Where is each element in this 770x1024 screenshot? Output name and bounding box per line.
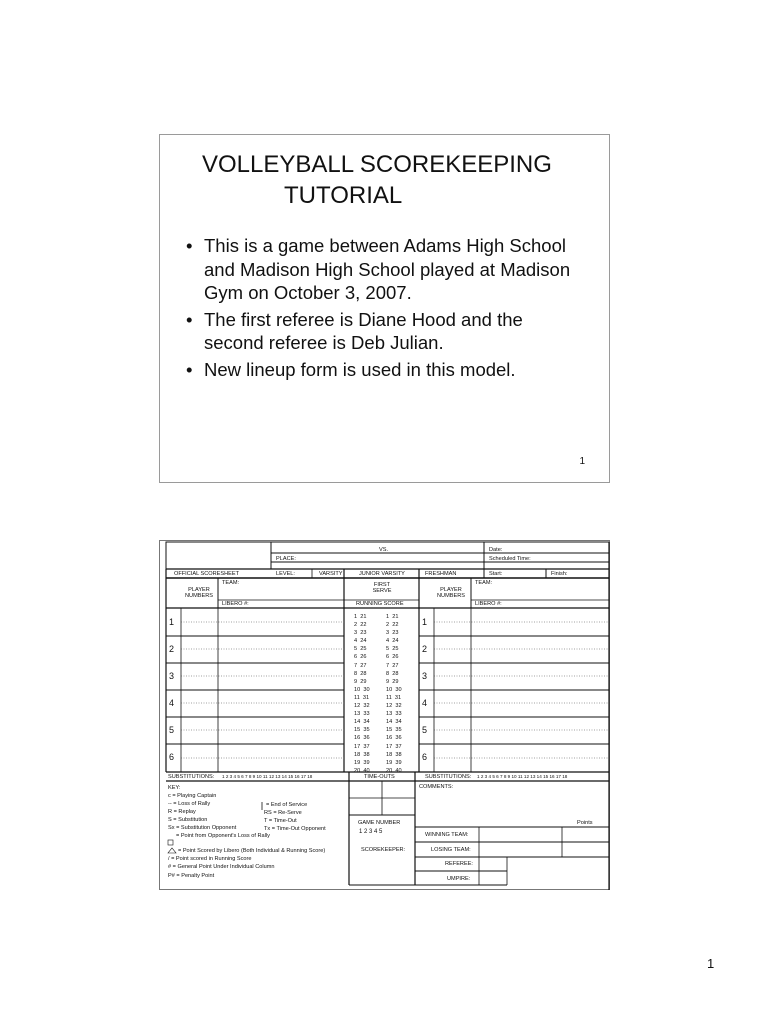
row-number-right: 6 [422,752,428,762]
scoresheet-slide [159,540,610,890]
junior-varsity-label: JUNIOR VARSITY [359,571,405,577]
page-number: 1 [707,956,715,971]
key-item: = Point Scored by Libero (Both Individual & Running Score) [178,848,326,854]
key-item: T = Time-Out [264,818,297,824]
key-item: = Point from Opponent's Loss of Rally [176,833,270,839]
comments-label: COMMENTS: [419,784,454,790]
player-numbers-right: PLAYER NUMBERS [437,587,465,600]
row-number-left: 3 [169,671,175,681]
row-number-right: 3 [422,671,428,681]
time-outs-label: TIME-OUTS [364,774,395,780]
key-item: Tx = Time-Out Opponent [264,826,326,832]
substitutions-right-label: SUBSTITUTIONS: [425,774,472,780]
slide-number: 1 [579,456,585,467]
losing-team-label: LOSING TEAM: [431,847,471,853]
key-item: RS = Re-Serve [264,810,302,816]
team-left-label: TEAM: [222,580,240,586]
libero-right-label: LIBERO #: [475,601,502,607]
running-score-column-right: 1 21 2 22 3 23 4 24 5 25 6 26 7 27 8 28 9 29 10 30 11 31 12 32 13 33 14 34 15 35 16 36 17 37 18 38 19 39 20 40 [386,614,402,774]
key-item: -- = Loss of Rally [168,801,211,807]
key-item: = End of Service [266,802,308,808]
sub-numbers-left: 1 2 3 4 5 6 7 8 9 10 11 12 13 14 15 16 17 18 [222,774,313,779]
running-score-label: RUNNING SCORE [356,601,404,607]
key-item: Sx = Substitution Opponent [168,825,237,831]
umpire-label: UMPIRE: [447,876,471,882]
row-number-left: 1 [169,617,175,627]
key-item: S = Substitution [168,817,208,823]
key-item: R = Replay [168,809,196,815]
place-label: PLACE: [276,556,296,562]
player-numbers-left: PLAYER NUMBERS [185,587,213,600]
key-item: / = Point scored in Running Score [168,856,252,862]
bullet-list [184,234,584,384]
scheduled-time-label: Scheduled Time: [489,556,531,562]
key-item: c = Playing Captain [168,793,217,799]
key-item: P# = Penalty Point [168,873,215,879]
libero-left-label: LIBERO #: [222,601,249,607]
sub-numbers-right: 1 2 3 4 5 6 7 8 9 10 11 12 13 14 15 16 17 18 [477,774,568,779]
winning-team-label: WINNING TEAM: [425,832,469,838]
game-number-label: GAME NUMBER [358,820,401,826]
vs-label: VS. [379,547,389,553]
scorekeeper-label: SCOREKEEPER: [361,847,406,853]
running-score-column-left: 1 21 2 22 3 23 4 24 5 25 6 26 7 27 8 28 9 29 10 30 11 31 12 32 13 33 14 34 15 35 16 36 17 37 18 38 19 39 20 40 [354,614,370,774]
points-label: Points [577,820,593,826]
row-number-right: 1 [422,617,428,627]
slide-title-line-2: TUTORIAL [284,182,403,209]
row-number-right: 4 [422,698,428,708]
freshman-label: FRESHMAN [425,571,457,577]
finish-label: Finish: [551,571,568,577]
slide-title [202,149,582,211]
bullet-item: • The first referee is Diane Hood and the second referee is Deb Julian. [184,308,584,355]
row-number-left: 5 [169,725,175,735]
title-slide [159,134,610,483]
referee-label: REFEREE: [445,861,473,867]
row-number-left: 4 [169,698,175,708]
key-item: # = General Point Under Individual Column [168,864,275,870]
row-number-right: 2 [422,644,428,654]
varsity-label: VARSITY [319,571,343,577]
row-number-left: 2 [169,644,175,654]
start-label: Start: [489,571,503,577]
key-title: KEY: [168,785,181,791]
row-number-right: 5 [422,725,428,735]
date-label: Date: [489,547,503,553]
game-numbers: 1 2 3 4 5 [359,829,383,835]
bullet-item: • New lineup form is used in this model. [184,358,584,382]
slide-title-line-1: VOLLEYBALL SCOREKEEPING [202,151,552,178]
team-right-label: TEAM: [475,580,493,586]
substitutions-left-label: SUBSTITUTIONS: [168,774,215,780]
level-label: LEVEL: [276,571,295,577]
bullet-item: • This is a game between Adams High School and Madison High School played at Madison Gym on October 3, 2007. [184,234,584,305]
first-serve-label: FIRST SERVE [372,582,392,595]
row-number-left: 6 [169,752,175,762]
official-scoresheet-label: OFFICIAL SCORESHEET [174,571,240,577]
